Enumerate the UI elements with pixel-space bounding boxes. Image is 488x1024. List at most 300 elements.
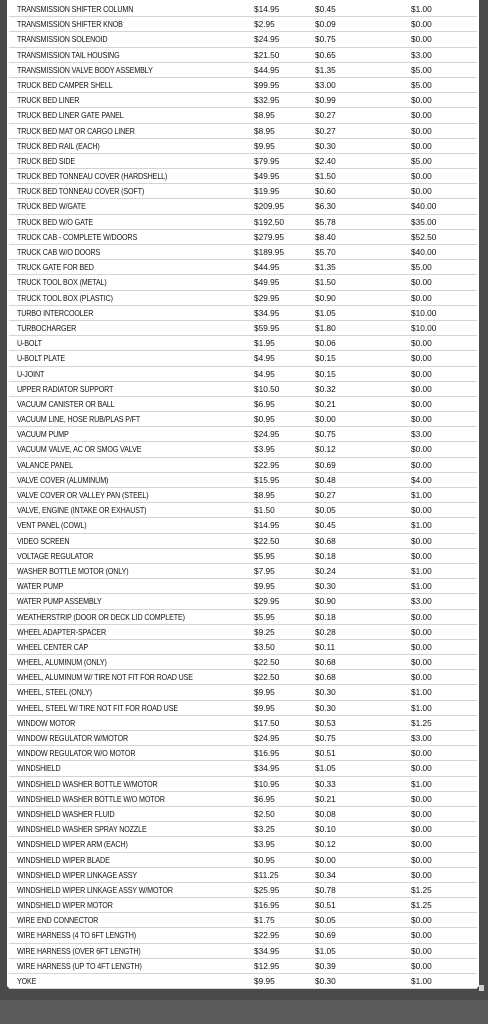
core-charge-cell: $0.00 [411, 641, 432, 652]
price-cell: $32.95 [254, 95, 280, 106]
table-row [7, 716, 479, 731]
table-row [7, 868, 479, 883]
core-charge-cell: $0.00 [411, 383, 432, 394]
core-charge-cell: $1.00 [411, 702, 432, 713]
fee-cell: $0.05 [315, 505, 336, 516]
item-name: WINDSHIELD WASHER FLUID [17, 808, 115, 819]
core-charge-cell: $35.00 [411, 216, 437, 227]
fee-cell: $6.30 [315, 201, 336, 212]
item-name: TRANSMISSION SOLENOID [17, 34, 108, 45]
item-name: WINDSHIELD WASHER SPRAY NOZZLE [17, 824, 147, 835]
core-charge-cell: $0.00 [411, 611, 432, 622]
table-row [7, 63, 479, 78]
fee-cell: $0.32 [315, 383, 336, 394]
item-name: WHEEL, STEEL (ONLY) [17, 687, 92, 698]
core-charge-cell: $0.00 [411, 171, 432, 182]
core-charge-cell: $3.00 [411, 733, 432, 743]
fee-cell: $0.68 [315, 657, 336, 668]
table-row [7, 746, 479, 761]
item-name: TURBOCHARGER [17, 322, 77, 333]
price-cell: $19.95 [254, 186, 280, 197]
core-charge-cell: $1.00 [411, 520, 432, 531]
item-name: WATER PUMP ASSEMBLY [17, 596, 102, 607]
price-cell: $49.95 [254, 171, 280, 182]
price-cell: $17.50 [254, 717, 280, 728]
table-row [7, 959, 479, 974]
item-name: TRUCK BED LINER GATE PANEL [17, 110, 124, 121]
price-cell: $11.25 [254, 869, 279, 880]
core-charge-cell: $0.00 [411, 292, 432, 303]
item-name: VENT PANEL (COWL) [17, 520, 87, 531]
fee-cell: $0.24 [315, 565, 336, 576]
price-cell: $3.95 [254, 444, 275, 455]
table-row [7, 291, 479, 306]
fee-cell: $0.68 [315, 672, 336, 683]
fee-cell: $0.30 [315, 976, 336, 986]
table-row [7, 336, 479, 351]
item-name: VOLTAGE REGULATOR [17, 550, 94, 561]
core-charge-cell: $0.00 [411, 338, 432, 349]
item-name: TRUCK BED MAT OR CARGO LINER [17, 125, 135, 136]
item-name: WINDSHIELD WIPER BLADE [17, 854, 110, 865]
item-name: TRANSMISSION TAIL HOUSING [17, 49, 120, 60]
core-charge-cell: $0.00 [411, 277, 432, 288]
table-row [7, 685, 479, 700]
price-cell: $0.95 [254, 414, 275, 425]
table-row [7, 215, 479, 230]
core-charge-cell: $4.00 [411, 474, 432, 485]
item-name: TRUCK BED RAIL (EACH) [17, 140, 100, 151]
fee-cell: $0.06 [315, 338, 336, 349]
core-charge-cell: $5.00 [411, 79, 432, 90]
price-cell: $3.25 [254, 824, 275, 835]
core-charge-cell: $5.00 [411, 64, 432, 75]
item-name: TRUCK BED LINER [17, 95, 80, 106]
price-cell: $279.95 [254, 231, 284, 242]
price-cell: $2.50 [254, 808, 275, 819]
price-cell: $24.95 [254, 34, 280, 45]
price-cell: $6.95 [254, 793, 275, 804]
price-cell: $3.95 [254, 839, 275, 850]
item-name: WHEEL CENTER CAP [17, 641, 89, 652]
item-name: WHEEL, ALUMINUM (ONLY) [17, 657, 107, 668]
item-name: WIRE HARNESS (OVER 6FT LENGTH) [17, 945, 141, 956]
table-row [7, 701, 479, 716]
core-charge-cell: $40.00 [411, 247, 437, 257]
fee-cell: $0.48 [315, 474, 336, 485]
fee-cell: $1.35 [315, 262, 336, 273]
table-row [7, 382, 479, 397]
item-name: TRUCK CAB W/O DOORS [17, 247, 101, 257]
price-cell: $44.95 [254, 64, 280, 75]
core-charge-cell: $0.00 [411, 945, 432, 956]
price-cell: $22.50 [254, 672, 280, 683]
table-row [7, 503, 479, 518]
core-charge-cell: $3.00 [411, 49, 432, 60]
table-row [7, 351, 479, 366]
item-name: VIDEO SCREEN [17, 535, 70, 546]
item-name: VALVE COVER (ALUMINUM) [17, 474, 109, 485]
price-cell: $8.95 [254, 125, 275, 136]
price-cell: $1.75 [254, 915, 275, 926]
table-row [7, 777, 479, 792]
table-row [7, 169, 479, 184]
item-name: TRUCK TOOL BOX (PLASTIC) [17, 292, 113, 303]
fee-cell: $1.35 [315, 64, 336, 75]
core-charge-cell: $0.00 [411, 960, 432, 971]
fee-cell: $0.33 [315, 778, 336, 789]
price-cell: $22.50 [254, 535, 280, 546]
core-charge-cell: $10.00 [411, 322, 437, 333]
price-cell: $0.95 [254, 854, 275, 865]
price-cell: $2.95 [254, 19, 275, 30]
core-charge-cell: $1.00 [411, 490, 432, 500]
core-charge-cell: $0.00 [411, 398, 432, 409]
core-charge-cell: $0.00 [411, 444, 432, 455]
item-name: WINDSHIELD WASHER BOTTLE W/MOTOR [17, 778, 158, 789]
table-row [7, 17, 479, 32]
item-name: TURBO INTERCOOLER [17, 307, 94, 318]
price-cell: $9.95 [254, 687, 275, 698]
core-charge-cell: $0.00 [411, 368, 432, 379]
fee-cell: $0.69 [315, 459, 336, 470]
item-name: WIRE END CONNECTOR [17, 915, 99, 926]
price-cell: $9.95 [254, 702, 275, 713]
table-row [7, 488, 479, 503]
item-name: TRANSMISSION VALVE BODY ASSEMBLY [17, 64, 153, 75]
price-cell: $5.95 [254, 611, 275, 622]
core-charge-cell: $0.00 [411, 353, 432, 364]
table-row [7, 427, 479, 442]
price-list-table [7, 2, 479, 989]
core-charge-cell: $0.00 [411, 550, 432, 561]
fee-cell: $1.05 [315, 763, 336, 774]
price-list-sheet [7, 0, 479, 988]
core-charge-cell: $0.00 [411, 34, 432, 45]
table-row [7, 837, 479, 852]
fee-cell: $0.75 [315, 733, 336, 743]
table-row [7, 518, 479, 533]
fee-cell: $0.51 [315, 900, 336, 911]
price-cell: $8.95 [254, 110, 275, 121]
core-charge-cell: $0.00 [411, 839, 432, 850]
table-row [7, 93, 479, 108]
price-cell: $12.95 [254, 960, 280, 971]
fee-cell: $0.18 [315, 550, 336, 561]
price-cell: $189.95 [254, 247, 284, 257]
core-charge-cell: $0.00 [411, 672, 432, 683]
price-cell: $99.95 [254, 79, 280, 90]
price-cell: $16.95 [254, 900, 280, 911]
table-row [7, 853, 479, 868]
item-name: WIRE HARNESS (UP TO 4FT LENGTH) [17, 960, 142, 971]
fee-cell: $3.00 [315, 79, 336, 90]
item-name: VACUUM LINE, HOSE RUB/PLAS P/FT [17, 414, 141, 425]
table-row [7, 367, 479, 382]
item-name: WHEEL ADAPTER-SPACER [17, 626, 107, 637]
bottom-bar [0, 1000, 488, 1024]
table-row [7, 534, 479, 549]
core-charge-cell: $1.25 [411, 900, 432, 911]
price-cell: $9.25 [254, 626, 275, 637]
price-cell: $14.95 [254, 4, 280, 14]
core-charge-cell: $0.00 [411, 95, 432, 106]
fee-cell: $0.30 [315, 702, 336, 713]
item-name: TRUCK BED TONNEAU COVER (SOFT) [17, 186, 145, 197]
table-row [7, 655, 479, 670]
table-row [7, 640, 479, 655]
price-cell: $9.95 [254, 581, 275, 592]
table-row [7, 260, 479, 275]
price-cell: $192.50 [254, 216, 284, 227]
core-charge-cell: $10.00 [411, 307, 437, 318]
fee-cell: $0.75 [315, 429, 336, 440]
fee-cell: $0.68 [315, 535, 336, 546]
price-cell: $16.95 [254, 748, 280, 759]
table-row [7, 579, 479, 594]
fee-cell: $0.11 [315, 641, 336, 652]
fee-cell: $0.15 [315, 368, 336, 379]
core-charge-cell: $1.00 [411, 4, 432, 14]
price-cell: $3.50 [254, 641, 275, 652]
price-cell: $1.50 [254, 505, 275, 516]
core-charge-cell: $0.00 [411, 110, 432, 121]
core-charge-cell: $0.00 [411, 125, 432, 136]
price-cell: $24.95 [254, 733, 280, 743]
fee-cell: $0.51 [315, 748, 336, 759]
table-row [7, 913, 479, 928]
fee-cell: $0.39 [315, 960, 336, 971]
fee-cell: $0.12 [315, 444, 336, 455]
fee-cell: $0.21 [315, 793, 336, 804]
fee-cell: $0.69 [315, 930, 336, 941]
item-name: UPPER RADIATOR SUPPORT [17, 383, 114, 394]
fee-cell: $0.15 [315, 353, 336, 364]
core-charge-cell: $52.50 [411, 231, 437, 242]
table-row [7, 974, 479, 989]
item-name: VALANCE PANEL [17, 459, 73, 470]
table-row [7, 625, 479, 640]
fee-cell: $0.21 [315, 398, 336, 409]
fee-cell: $5.70 [315, 247, 336, 257]
price-cell: $29.95 [254, 596, 280, 607]
item-name: TRUCK BED W/GATE [17, 201, 86, 212]
fee-cell: $0.45 [315, 520, 336, 531]
fee-cell: $0.30 [315, 140, 336, 151]
fee-cell: $0.90 [315, 596, 336, 607]
price-cell: $10.50 [254, 383, 280, 394]
core-charge-cell: $40.00 [411, 201, 437, 212]
item-name: YOKE [17, 976, 37, 986]
core-charge-cell: $3.00 [411, 429, 432, 440]
table-row [7, 807, 479, 822]
price-cell: $21.50 [254, 49, 280, 60]
table-row [7, 306, 479, 321]
core-charge-cell: $0.00 [411, 626, 432, 637]
price-cell: $79.95 [254, 155, 280, 166]
price-cell: $6.95 [254, 398, 275, 409]
fee-cell: $0.60 [315, 186, 336, 197]
item-name: WINDOW REGULATOR W/MOTOR [17, 733, 129, 743]
core-charge-cell: $0.00 [411, 808, 432, 819]
item-name: WEATHERSTRIP (DOOR OR DECK LID COMPLETE) [17, 611, 185, 622]
core-charge-cell: $3.00 [411, 596, 432, 607]
price-cell: $24.95 [254, 429, 280, 440]
price-cell: $59.95 [254, 322, 280, 333]
table-row [7, 883, 479, 898]
price-cell: $15.95 [254, 474, 280, 485]
fee-cell: $0.27 [315, 110, 336, 121]
price-cell: $29.95 [254, 292, 280, 303]
fee-cell: $0.30 [315, 581, 336, 592]
core-charge-cell: $1.25 [411, 884, 432, 895]
core-charge-cell: $1.00 [411, 581, 432, 592]
price-cell: $9.95 [254, 140, 275, 151]
fee-cell: $0.09 [315, 19, 336, 30]
core-charge-cell: $0.00 [411, 186, 432, 197]
item-name: U-BOLT PLATE [17, 353, 66, 364]
item-name: U-JOINT [17, 368, 45, 379]
item-name: TRUCK GATE FOR BED [17, 262, 94, 273]
price-cell: $44.95 [254, 262, 280, 273]
table-row [7, 230, 479, 245]
core-charge-cell: $0.00 [411, 763, 432, 774]
table-row [7, 670, 479, 685]
core-charge-cell: $1.00 [411, 565, 432, 576]
table-row [7, 321, 479, 336]
core-charge-cell: $0.00 [411, 19, 432, 30]
item-name: WIRE HARNESS (4 TO 6FT LENGTH) [17, 930, 137, 941]
core-charge-cell: $1.00 [411, 976, 432, 986]
price-cell: $1.95 [254, 338, 275, 349]
price-cell: $9.95 [254, 976, 275, 986]
price-cell: $25.95 [254, 884, 280, 895]
fee-cell: $2.40 [315, 155, 336, 166]
fee-cell: $1.50 [315, 171, 336, 182]
item-name: WINDSHIELD [17, 763, 61, 774]
fee-cell: $0.00 [315, 414, 336, 425]
item-name: VACUUM CANISTER OR BALL [17, 398, 115, 409]
core-charge-cell: $5.00 [411, 262, 432, 273]
table-row [7, 473, 479, 488]
core-charge-cell: $1.00 [411, 687, 432, 698]
item-name: TRUCK BED CAMPER SHELL [17, 79, 113, 90]
core-charge-cell: $0.00 [411, 414, 432, 425]
fee-cell: $0.00 [315, 854, 336, 865]
fee-cell: $5.78 [315, 216, 336, 227]
price-cell: $22.95 [254, 930, 280, 941]
fee-cell: $0.08 [315, 808, 336, 819]
price-cell: $34.95 [254, 307, 280, 318]
core-charge-cell: $0.00 [411, 140, 432, 151]
price-cell: $22.50 [254, 657, 280, 668]
item-name: TRUCK BED W/O GATE [17, 216, 94, 227]
core-charge-cell: $0.00 [411, 505, 432, 516]
item-name: WINDOW MOTOR [17, 717, 76, 728]
fee-cell: $0.53 [315, 717, 336, 728]
table-row [7, 412, 479, 427]
table-row [7, 397, 479, 412]
item-name: WASHER BOTTLE MOTOR (ONLY) [17, 565, 129, 576]
fee-cell: $0.05 [315, 915, 336, 926]
table-row [7, 549, 479, 564]
core-charge-cell: $0.00 [411, 535, 432, 546]
table-row [7, 928, 479, 943]
fee-cell: $0.18 [315, 611, 336, 622]
fee-cell: $0.27 [315, 125, 336, 136]
item-name: WINDSHIELD WASHER BOTTLE W/O MOTOR [17, 793, 165, 804]
fee-cell: $0.45 [315, 4, 336, 14]
core-charge-cell: $0.00 [411, 793, 432, 804]
table-row [7, 48, 479, 63]
table-row [7, 731, 479, 746]
item-name: VACUUM VALVE, AC OR SMOG VALVE [17, 444, 142, 455]
item-name: TRUCK TOOL BOX (METAL) [17, 277, 107, 288]
item-name: WINDSHIELD WIPER ARM (EACH) [17, 839, 128, 850]
price-cell: $7.95 [254, 565, 275, 576]
table-row [7, 154, 479, 169]
fee-cell: $0.78 [315, 884, 336, 895]
table-row [7, 108, 479, 123]
item-name: VALVE COVER OR VALLEY PAN (STEEL) [17, 490, 149, 500]
item-name: WINDSHIELD WIPER MOTOR [17, 900, 113, 911]
fee-cell: $0.27 [315, 490, 336, 500]
fee-cell: $1.05 [315, 945, 336, 956]
item-name: WHEEL, ALUMINUM W/ TIRE NOT FIT FOR ROAD USE [17, 672, 193, 683]
price-cell: $4.95 [254, 368, 275, 379]
table-row [7, 442, 479, 457]
fee-cell: $8.40 [315, 231, 336, 242]
core-charge-cell: $1.25 [411, 717, 432, 728]
table-row [7, 610, 479, 625]
core-charge-cell: $0.00 [411, 824, 432, 835]
table-row [7, 2, 479, 17]
table-row [7, 898, 479, 913]
table-row [7, 822, 479, 837]
table-row [7, 32, 479, 47]
item-name: WINDSHIELD WIPER LINKAGE ASSY [17, 869, 137, 880]
item-name: WHEEL, STEEL W/ TIRE NOT FIT FOR ROAD USE [17, 702, 178, 713]
fee-cell: $0.99 [315, 95, 336, 106]
table-row [7, 124, 479, 139]
price-cell: $14.95 [254, 520, 280, 531]
table-row [7, 139, 479, 154]
fee-cell: $0.75 [315, 34, 336, 45]
table-row [7, 944, 479, 959]
scroll-indicator[interactable] [479, 985, 484, 991]
item-name: TRANSMISSION SHIFTER COLUMN [17, 4, 134, 14]
table-row [7, 245, 479, 260]
core-charge-cell: $0.00 [411, 748, 432, 759]
core-charge-cell: $0.00 [411, 459, 432, 470]
price-cell: $34.95 [254, 763, 280, 774]
price-cell: $22.95 [254, 459, 280, 470]
fee-cell: $1.80 [315, 322, 336, 333]
item-name: VALVE, ENGINE (INTAKE OR EXHAUST) [17, 505, 147, 516]
price-cell: $8.95 [254, 490, 275, 500]
item-name: TRUCK BED SIDE [17, 155, 76, 166]
table-row [7, 564, 479, 579]
price-cell: $49.95 [254, 277, 280, 288]
core-charge-cell: $0.00 [411, 854, 432, 865]
core-charge-cell: $1.00 [411, 778, 432, 789]
table-row [7, 792, 479, 807]
table-row [7, 761, 479, 776]
table-row [7, 199, 479, 214]
item-name: TRANSMISSION SHIFTER KNOB [17, 19, 123, 30]
fee-cell: $0.12 [315, 839, 336, 850]
price-cell: $4.95 [254, 353, 275, 364]
